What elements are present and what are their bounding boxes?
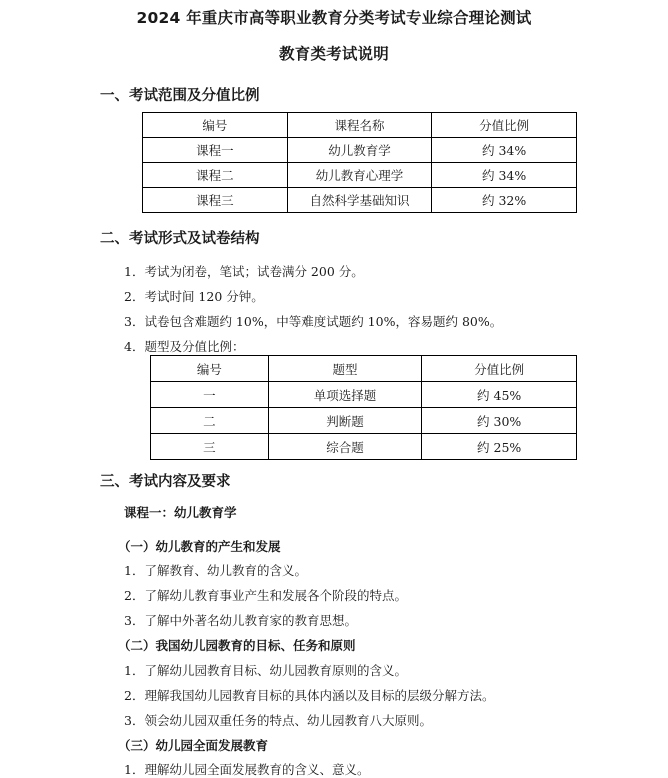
- table-row: [143, 188, 577, 213]
- list-item: 1．了解幼儿园教育目标、幼儿园教育原则的含义。: [124, 663, 407, 678]
- course-score-table: [142, 112, 577, 213]
- list-item: 2．理解我国幼儿园教育目标的具体内涵以及目标的层级分解方法。: [124, 688, 495, 703]
- table-row: [151, 434, 577, 460]
- document-subtitle: 教育类考试说明: [279, 45, 389, 63]
- table-cell: 综合题: [268, 434, 422, 460]
- section-heading-scope: 一、考试范围及分值比例: [100, 88, 260, 104]
- table-row: [143, 138, 577, 163]
- table-cell: 自然科学基础知识: [287, 188, 432, 213]
- table-header-cell: 课程名称: [287, 113, 432, 138]
- list-item: 4．题型及分值比例：: [124, 339, 245, 354]
- table-cell: 约 45%: [422, 382, 577, 408]
- table-header-cell: 编号: [151, 356, 269, 382]
- question-type-table: [150, 355, 577, 460]
- table-cell: 课程二: [143, 163, 288, 188]
- list-item: 1．了解教育、幼儿教育的含义。: [124, 563, 307, 578]
- list-item: 2．考试时间 120 分钟。: [124, 289, 264, 304]
- subsection-heading: （二）我国幼儿园教育的目标、任务和原则: [118, 638, 356, 653]
- list-item: 1．理解幼儿园全面发展教育的含义、意义。: [124, 762, 370, 777]
- table-cell: 约 25%: [422, 434, 577, 460]
- table-header-cell: 题型: [268, 356, 422, 382]
- table-cell: 幼儿教育学: [287, 138, 432, 163]
- table-cell: 单项选择题: [268, 382, 422, 408]
- table-cell: 约 34%: [432, 138, 577, 163]
- table-header-cell: 分值比例: [432, 113, 577, 138]
- table-cell: 三: [151, 434, 269, 460]
- list-item: 1．考试为闭卷，笔试；试卷满分 200 分。: [124, 264, 364, 279]
- table-cell: 约 32%: [432, 188, 577, 213]
- list-item: 3．试卷包含难题约 10%，中等难度试题约 10%，容易题约 80%。: [124, 314, 503, 329]
- table-header-row: [151, 356, 577, 382]
- section-heading-content: 三、考试内容及要求: [100, 474, 231, 490]
- table-header-cell: 分值比例: [422, 356, 577, 382]
- course-heading: 课程一：幼儿教育学: [124, 505, 237, 520]
- table-header-row: [143, 113, 577, 138]
- table-cell: 约 34%: [432, 163, 577, 188]
- table-row: [151, 382, 577, 408]
- table-cell: 约 30%: [422, 408, 577, 434]
- section-heading-format: 二、考试形式及试卷结构: [100, 231, 260, 247]
- list-item: 3．了解中外著名幼儿教育家的教育思想。: [124, 613, 357, 628]
- table-cell: 课程三: [143, 188, 288, 213]
- table-row: [151, 408, 577, 434]
- document-title: 2024 年重庆市高等职业教育分类考试专业综合理论测试: [136, 9, 532, 27]
- table-header-cell: 编号: [143, 113, 288, 138]
- table-cell: 二: [151, 408, 269, 434]
- table-cell: 判断题: [268, 408, 422, 434]
- subsection-heading: （三）幼儿园全面发展教育: [118, 738, 269, 753]
- table-cell: 课程一: [143, 138, 288, 163]
- table-row: [143, 163, 577, 188]
- subsection-heading: （一）幼儿教育的产生和发展: [118, 539, 281, 554]
- list-item: 2．了解幼儿教育事业产生和发展各个阶段的特点。: [124, 588, 407, 603]
- list-item: 3．领会幼儿园双重任务的特点、幼儿园教育八大原则。: [124, 713, 432, 728]
- table-cell: 一: [151, 382, 269, 408]
- table-cell: 幼儿教育心理学: [287, 163, 432, 188]
